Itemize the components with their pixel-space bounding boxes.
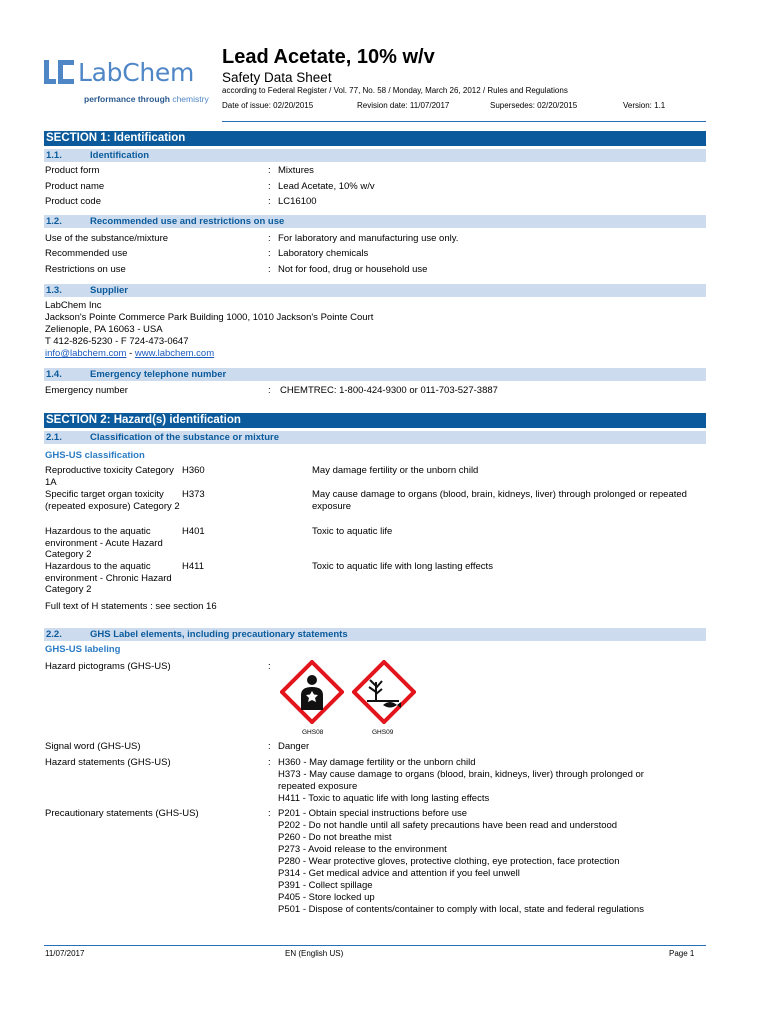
document-title: Lead Acetate, 10% w/v xyxy=(222,46,435,68)
section-2-heading: SECTION 2: Hazard(s) identification xyxy=(44,413,706,428)
supplier-contact-links: info@labchem.com - www.labchem.com xyxy=(45,348,215,359)
subsection-1-3-heading: 1.3. Supplier xyxy=(44,284,706,297)
revision-date: Revision date: 11/07/2017 xyxy=(357,101,450,110)
logo-tagline: performance through chemistry xyxy=(84,94,209,104)
email-link[interactable]: info@labchem.com xyxy=(45,348,127,359)
supplier-address-line-1: Jackson's Pointe Commerce Park Building 1000, 1010 Jackson's Pointe Court xyxy=(45,312,374,323)
product-code-row: Product code : LC16100 xyxy=(45,196,317,207)
subsection-2-2-heading: 2.2. GHS Label elements, including precautionary statements xyxy=(44,628,706,641)
document-subtitle: Safety Data Sheet xyxy=(222,70,332,85)
signal-word-value: Danger xyxy=(278,741,310,752)
full-text-note: Full text of H statements : see section 16 xyxy=(45,601,217,612)
document-header xyxy=(0,0,768,120)
subsection-1-1-heading: 1.1. Identification xyxy=(44,149,706,162)
labchem-logo xyxy=(44,58,224,108)
section-1-heading: SECTION 1: Identification xyxy=(44,131,706,146)
precautionary-statements-label: Precautionary statements (GHS-US) xyxy=(45,808,199,819)
header-divider xyxy=(222,121,706,122)
date-of-issue: Date of issue: 02/20/2015 xyxy=(222,101,314,110)
subsection-1-4-heading: 1.4. Emergency telephone number xyxy=(44,368,706,381)
website-link[interactable]: www.labchem.com xyxy=(134,348,215,359)
statement-line: P314 - Get medical advice and attention if you feel unwell xyxy=(278,868,520,879)
statement-line: H411 - Toxic to aquatic life with long lasting effects xyxy=(278,793,490,804)
subsection-1-2-heading: 1.2. Recommended use and restrictions on use xyxy=(44,215,706,228)
statement-line: P202 - Do not handle until all safety precautions have been read and understood xyxy=(278,820,618,831)
subsection-2-1-heading: 2.1. Classification of the substance or mixture xyxy=(44,431,706,444)
hazard-statements-list xyxy=(278,757,644,805)
footer-divider xyxy=(44,945,706,946)
pictograms-label: Hazard pictograms (GHS-US) xyxy=(45,661,171,672)
labchem-logo-mark-icon xyxy=(44,60,74,84)
supplier-address-line-2: Zelienople, PA 16063 - USA xyxy=(45,324,163,335)
statement-line: P405 - Store locked up xyxy=(278,892,375,903)
statement-line: H360 - May damage fertility or the unborn child xyxy=(278,757,476,768)
signal-word-label: Signal word (GHS-US) xyxy=(45,741,141,752)
supplier-name: LabChem Inc xyxy=(45,300,102,311)
statement-line: P280 - Wear protective gloves, protective clothing, eye protection, face protection xyxy=(278,856,620,867)
footer-language: EN (English US) xyxy=(285,949,344,958)
ghs08-caption: GHS08 xyxy=(302,729,324,736)
statement-line: repeated exposure xyxy=(278,781,358,792)
product-form-row: Product form : Mixtures xyxy=(45,165,314,176)
logo-wordmark: LabChem xyxy=(78,58,195,87)
recommended-use-row: Recommended use : Laboratory chemicals xyxy=(45,248,369,259)
regulation-reference: according to Federal Register / Vol. 77, No. 58 / Monday, March 26, 2012 / Rules and Regulations xyxy=(222,86,568,95)
supplier-block xyxy=(45,300,373,360)
statement-line: P391 - Collect spillage xyxy=(278,880,373,891)
supersedes-date: Supersedes: 02/20/2015 xyxy=(490,101,578,110)
supplier-phone: T 412-826-5230 - F 724-473-0647 xyxy=(45,336,189,347)
product-name-row: Product name : Lead Acetate, 10% w/v xyxy=(45,181,375,192)
precautionary-statements-list xyxy=(278,808,644,916)
restrictions-row: Restrictions on use : Not for food, drug or household use xyxy=(45,264,428,275)
statement-line: P260 - Do not breathe mist xyxy=(278,832,392,843)
statement-line: H373 - May cause damage to organs (blood, brain, kidneys, liver) through prolonged or xyxy=(278,769,644,780)
ghs-classification-heading: GHS-US classification xyxy=(45,450,145,461)
health-hazard-icon xyxy=(280,660,344,724)
ghs09-caption: GHS09 xyxy=(372,729,394,736)
footer-page-number: Page 1 xyxy=(669,949,695,958)
emergency-number-row: Emergency number : CHEMTREC: 1-800-424-9300 or 011-703-527-3887 xyxy=(45,385,498,396)
statement-line: P501 - Dispose of contents/container to comply with local, state and federal regulations xyxy=(278,904,644,915)
use-of-substance-row: Use of the substance/mixture : For laboratory and manufacturing use only. xyxy=(45,233,459,244)
ghs-labeling-heading: GHS-US labeling xyxy=(45,644,121,655)
footer-date: 11/07/2017 xyxy=(45,949,85,958)
statement-line: P201 - Obtain special instructions before use xyxy=(278,808,468,819)
environment-hazard-icon xyxy=(352,660,416,724)
hazard-statements-label: Hazard statements (GHS-US) xyxy=(45,757,171,768)
statement-line: P273 - Avoid release to the environment xyxy=(278,844,447,855)
version-number: Version: 1.1 xyxy=(623,101,666,110)
